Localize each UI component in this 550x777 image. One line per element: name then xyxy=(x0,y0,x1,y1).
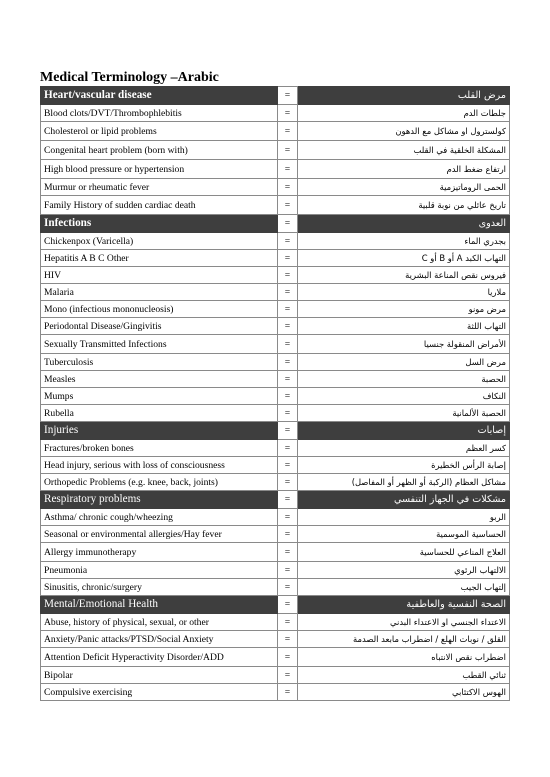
equals-sign: = xyxy=(278,354,298,371)
table-row xyxy=(41,371,510,388)
table-row xyxy=(41,196,510,215)
page-title: Medical Terminology –Arabic xyxy=(40,70,219,85)
term-en: Murmur or rheumatic fever xyxy=(41,179,278,196)
term-en: Bipolar xyxy=(41,667,278,684)
term-ar: الحصبة xyxy=(298,371,510,388)
section-heading-ar: مشكلات في الجهاز التنفسي xyxy=(298,491,510,509)
table-row xyxy=(41,335,510,354)
term-en: Cholesterol or lipid problems xyxy=(41,122,278,141)
table-row xyxy=(41,105,510,122)
term-ar: الحمى الروماتيزمية xyxy=(298,179,510,196)
term-ar: إلتهاب الجيب xyxy=(298,579,510,596)
equals-sign: = xyxy=(278,388,298,405)
term-en: Mumps xyxy=(41,388,278,405)
section-header-mental xyxy=(41,596,510,614)
term-ar: بجدري الماء xyxy=(298,233,510,250)
table-row xyxy=(41,141,510,160)
term-ar: كسر العظم xyxy=(298,440,510,457)
equals-sign: = xyxy=(278,684,298,701)
equals-sign: = xyxy=(278,526,298,543)
term-ar: ملاريا xyxy=(298,284,510,301)
equals-sign: = xyxy=(278,474,298,491)
equals-sign: = xyxy=(278,105,298,122)
term-ar: المشكلة الخلقية في القلب xyxy=(298,141,510,160)
section-heading-ar: العدوى xyxy=(298,215,510,233)
term-en: Hepatitis A B C Other xyxy=(41,250,278,267)
term-en: Compulsive exercising xyxy=(41,684,278,701)
table-row xyxy=(41,388,510,405)
term-en: Asthma/ chronic cough/wheezing xyxy=(41,509,278,526)
term-ar: ثنائي القطب xyxy=(298,667,510,684)
term-en: HIV xyxy=(41,267,278,284)
term-en: Orthopedic Problems (e.g. knee, back, joints) xyxy=(41,474,278,491)
section-heading-ar: إصابات xyxy=(298,422,510,440)
section-heading-en: Infections xyxy=(41,215,278,233)
term-en: Attention Deficit Hyperactivity Disorder/ADD xyxy=(41,648,278,667)
term-ar: جلطات الدم xyxy=(298,105,510,122)
section-heading-en: Heart/vascular disease xyxy=(41,87,278,105)
section-header-respiratory xyxy=(41,491,510,509)
table-row xyxy=(41,648,510,667)
section-heading-en: Mental/Emotional Health xyxy=(41,596,278,614)
term-ar: تاريخ عائلي من نوبة قلبية xyxy=(298,196,510,215)
term-en: Rubella xyxy=(41,405,278,422)
table-row xyxy=(41,562,510,579)
equals-sign: = xyxy=(278,284,298,301)
term-ar: الهوس الاكتئابي xyxy=(298,684,510,701)
term-en: Mono (infectious mononucleosis) xyxy=(41,301,278,318)
term-ar: الربو xyxy=(298,509,510,526)
term-ar: التهاب الكبد A أو B أو C xyxy=(298,250,510,267)
term-en: Allergy immunotherapy xyxy=(41,543,278,562)
equals-sign: = xyxy=(278,301,298,318)
equals-sign: = xyxy=(278,440,298,457)
term-ar: إصابة الرأس الخطيرة xyxy=(298,457,510,474)
term-ar: النكاف xyxy=(298,388,510,405)
equals-sign: = xyxy=(278,509,298,526)
equals-sign: = xyxy=(278,160,298,179)
term-en: Anxiety/Panic attacks/PTSD/Social Anxiety xyxy=(41,631,278,648)
term-ar: الحصبة الألمانية xyxy=(298,405,510,422)
term-en: Abuse, history of physical, sexual, or other xyxy=(41,614,278,631)
equals-sign: = xyxy=(278,196,298,215)
equals-sign: = xyxy=(278,579,298,596)
term-en: Sexually Transmitted Infections xyxy=(41,335,278,354)
equals-sign: = xyxy=(278,405,298,422)
table-row xyxy=(41,684,510,701)
table-row xyxy=(41,284,510,301)
term-ar: التهاب اللثة xyxy=(298,318,510,335)
table-row xyxy=(41,250,510,267)
table-row xyxy=(41,233,510,250)
term-ar: مرض السل xyxy=(298,354,510,371)
term-en: Head injury, serious with loss of consciousness xyxy=(41,457,278,474)
term-ar: مشاكل العظام (الركبة أو الظهر أو المفاصل) xyxy=(298,474,510,491)
term-en: Chickenpox (Varicella) xyxy=(41,233,278,250)
table-row xyxy=(41,526,510,543)
term-en: Measles xyxy=(41,371,278,388)
term-en: Blood clots/DVT/Thrombophlebitis xyxy=(41,105,278,122)
term-ar: مرض مونو xyxy=(298,301,510,318)
equals-sign: = xyxy=(278,87,298,105)
equals-sign: = xyxy=(278,215,298,233)
table-row xyxy=(41,354,510,371)
term-en: Pneumonia xyxy=(41,562,278,579)
equals-sign: = xyxy=(278,667,298,684)
equals-sign: = xyxy=(278,371,298,388)
section-heading-ar: مرض القلب xyxy=(298,87,510,105)
equals-sign: = xyxy=(278,457,298,474)
equals-sign: = xyxy=(278,122,298,141)
equals-sign: = xyxy=(278,491,298,509)
term-ar: الأمراض المنقولة جنسيا xyxy=(298,335,510,354)
equals-sign: = xyxy=(278,648,298,667)
terminology-table-body xyxy=(41,87,510,701)
term-en: Tuberculosis xyxy=(41,354,278,371)
equals-sign: = xyxy=(278,631,298,648)
section-header-injuries xyxy=(41,422,510,440)
term-en: Sinusitis, chronic/surgery xyxy=(41,579,278,596)
equals-sign: = xyxy=(278,250,298,267)
equals-sign: = xyxy=(278,422,298,440)
term-ar: اضطراب نقص الانتباه xyxy=(298,648,510,667)
table-row xyxy=(41,457,510,474)
table-row xyxy=(41,405,510,422)
table-row xyxy=(41,667,510,684)
table-row xyxy=(41,509,510,526)
term-ar: الحساسية الموسمية xyxy=(298,526,510,543)
term-en: Periodontal Disease/Gingivitis xyxy=(41,318,278,335)
term-en: Family History of sudden cardiac death xyxy=(41,196,278,215)
term-en: Congenital heart problem (born with) xyxy=(41,141,278,160)
table-row xyxy=(41,122,510,141)
section-heading-en: Injuries xyxy=(41,422,278,440)
term-en: High blood pressure or hypertension xyxy=(41,160,278,179)
equals-sign: = xyxy=(278,318,298,335)
section-heading-en: Respiratory problems xyxy=(41,491,278,509)
term-ar: فيروس نقص المناعة البشرية xyxy=(298,267,510,284)
term-ar: الاعتداء الجنسي او الاعتداء البدني xyxy=(298,614,510,631)
equals-sign: = xyxy=(278,179,298,196)
table-row xyxy=(41,440,510,457)
term-ar: القلق / نوبات الهلع / اضطراب مابعد الصدمة xyxy=(298,631,510,648)
equals-sign: = xyxy=(278,543,298,562)
section-header-heart xyxy=(41,87,510,105)
equals-sign: = xyxy=(278,141,298,160)
table-row xyxy=(41,579,510,596)
terminology-table xyxy=(40,86,510,701)
term-ar: الالتهاب الرئوي xyxy=(298,562,510,579)
term-en: Seasonal or environmental allergies/Hay fever xyxy=(41,526,278,543)
section-heading-ar: الصحة النفسية والعاطفية xyxy=(298,596,510,614)
table-row xyxy=(41,614,510,631)
equals-sign: = xyxy=(278,562,298,579)
table-row xyxy=(41,543,510,562)
equals-sign: = xyxy=(278,335,298,354)
equals-sign: = xyxy=(278,267,298,284)
term-ar: ارتفاع ضغط الدم xyxy=(298,160,510,179)
term-en: Malaria xyxy=(41,284,278,301)
table-row xyxy=(41,474,510,491)
table-row xyxy=(41,267,510,284)
table-row xyxy=(41,318,510,335)
table-row xyxy=(41,631,510,648)
equals-sign: = xyxy=(278,233,298,250)
term-en: Fractures/broken bones xyxy=(41,440,278,457)
term-ar: كولسترول او مشاكل مع الدهون xyxy=(298,122,510,141)
table-row xyxy=(41,160,510,179)
term-ar: العلاج المناعي للحساسية xyxy=(298,543,510,562)
equals-sign: = xyxy=(278,614,298,631)
section-header-infections xyxy=(41,215,510,233)
equals-sign: = xyxy=(278,596,298,614)
table-row xyxy=(41,179,510,196)
table-row xyxy=(41,301,510,318)
